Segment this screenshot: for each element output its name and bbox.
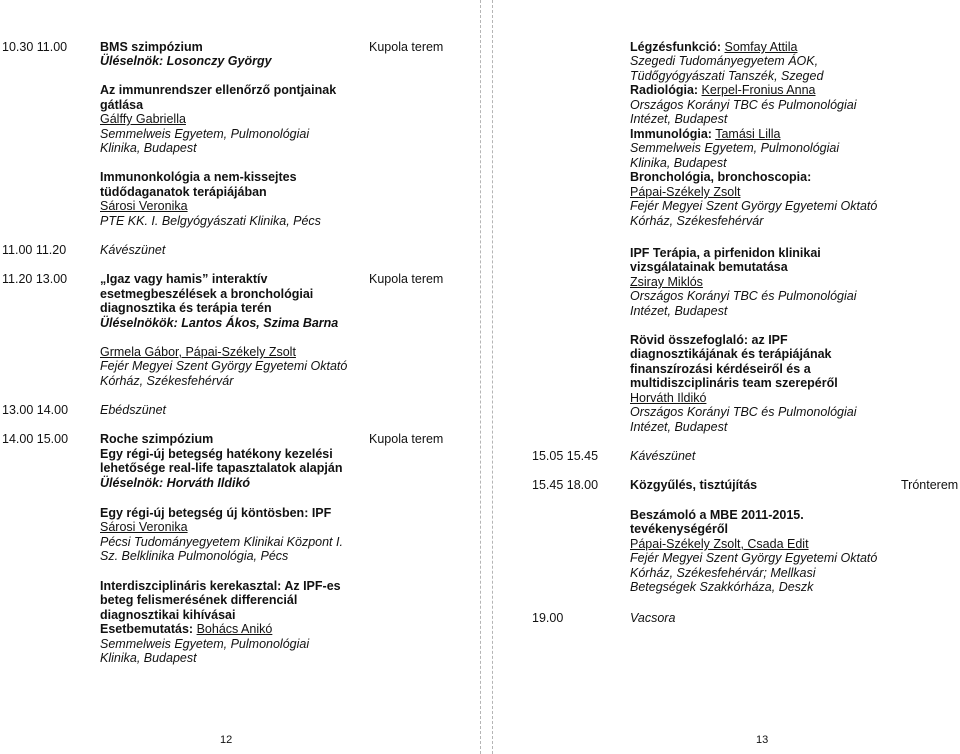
session-title: Közgyűlés, tisztújítás [630,478,758,492]
case-line [100,622,272,637]
talk-title: Beszámoló a MBE 2011-2015. [630,508,804,522]
panel-line [630,40,797,55]
panel-label: Bronchológia, bronchoscopia: [630,170,812,184]
break-title: Kávészünet [630,449,696,463]
talk-title: multidiszciplináris team szerepéről [630,376,838,390]
break-title: Vacsora [630,611,676,625]
panel-line [630,127,781,142]
affiliation: Intézet, Budapest [630,112,728,126]
page-number: 13 [756,734,769,746]
session-time: 10.30 11.00 [2,40,68,54]
panel-label: Légzésfunkció: [630,40,721,54]
affiliation: Tüdőgyógyászati Tanszék, Szeged [630,69,824,83]
speaker-link[interactable]: Zsiray Miklós [630,275,703,289]
talk-title: Egy régi-új betegség új köntösben: IPF [100,506,332,520]
speaker-link[interactable]: Gálffy Gabriella [100,112,186,126]
session-chair: Üléselnökök: Lantos Ákos, Szima Barna [100,316,339,330]
talk-title: beteg felismerésének differenciál [100,593,298,607]
talk-title: diagnosztikai kihívásai [100,608,236,622]
session-room: Kupola terem [369,40,444,54]
session-time: 11.00 11.20 [2,243,67,257]
session-room: Kupola terem [369,432,444,446]
affiliation: Kórház, Székesfehérvár [630,214,764,228]
session-title: „Igaz vagy hamis” interaktív [100,272,268,286]
break-title: Kávészünet [100,243,166,257]
session-time: 14.00 15.00 [2,432,69,446]
speaker-link[interactable]: Horváth Ildikó [630,391,707,405]
session-chair: Üléselnök: Horváth Ildikó [100,476,251,490]
session-title: Roche szimpózium [100,432,214,446]
speaker-link[interactable]: Grmela Gábor, Pápai-Székely Zsolt [100,345,296,359]
talk-title: tevékenységéről [630,522,728,536]
affiliation: Fejér Megyei Szent György Egyetemi Oktató [630,551,878,565]
page-number: 12 [220,734,233,746]
talk-title: vizsgálatainak bemutatása [630,260,788,274]
talk-title: diagnosztikájának és terápiájának [630,347,832,361]
talk-title: IPF Terápia, a pirfenidon klinikai [630,246,821,260]
session-room: Kupola terem [369,272,444,286]
affiliation: PTE KK. I. Belgyógyászati Klinika, Pécs [100,214,321,228]
fold-guide-left [480,0,481,754]
affiliation: Országos Korányi TBC és Pulmonológiai [630,98,857,112]
session-time: 15.05 15.45 [532,449,599,463]
session-time: 13.00 14.00 [2,403,69,417]
session-title: esetmegbeszélések a bronchológiai [100,287,314,301]
affiliation: Intézet, Budapest [630,304,728,318]
session-time: 11.20 13.00 [2,272,68,286]
affiliation: Fejér Megyei Szent György Egyetemi Oktató [100,359,348,373]
affiliation: Semmelweis Egyetem, Pulmonológiai [100,127,310,141]
affiliation: Intézet, Budapest [630,420,728,434]
talk-title: finanszírozási kérdéseiről és a [630,362,811,376]
break-title: Ebédszünet [100,403,167,417]
speaker-link[interactable]: Tamási Lilla [715,127,781,141]
session-time: 19.00 [532,611,564,625]
talk-title: Immunonkológia a nem-kissejtes [100,170,297,184]
affiliation: Betegségek Szakkórháza, Deszk [630,580,814,594]
speaker-link[interactable]: Bohács Anikó [196,622,273,636]
panel-line [630,83,816,98]
session-title: diagnosztika és terápia terén [100,301,272,315]
speaker-link[interactable]: Somfay Attila [724,40,798,54]
affiliation: Kórház, Székesfehérvár [100,374,234,388]
affiliation: Szegedi Tudományegyetem ÁOK, [630,54,819,68]
session-title: lehetősége real-life tapasztalatok alapján [100,461,343,475]
session-title: BMS szimpózium [100,40,203,54]
affiliation: Fejér Megyei Szent György Egyetemi Oktató [630,199,878,213]
fold-guide-right [492,0,493,754]
talk-title: Rövid összefoglaló: az IPF [630,333,788,347]
speaker-link[interactable]: Pápai-Székely Zsolt, Csada Edit [630,537,809,551]
panel-label: Immunológia: [630,127,712,141]
speaker-link[interactable]: Kerpel-Fronius Anna [701,83,816,97]
speaker-link[interactable]: Pápai-Székely Zsolt [630,185,741,199]
speaker-link[interactable]: Sárosi Veronika [100,199,188,213]
affiliation: Klinika, Budapest [630,156,727,170]
affiliation: Semmelweis Egyetem, Pulmonológiai [100,637,310,651]
talk-title: Az immunrendszer ellenőrző pontjainak [100,83,337,97]
affiliation: Semmelweis Egyetem, Pulmonológiai [630,141,840,155]
affiliation: Kórház, Székesfehérvár; Mellkasi [630,566,816,580]
panel-label: Radiológia: [630,83,699,97]
case-label: Esetbemutatás: [100,622,194,636]
affiliation: Országos Korányi TBC és Pulmonológiai [630,289,857,303]
affiliation: Sz. Belklinika Pulmonológia, Pécs [100,549,289,563]
affiliation: Országos Korányi TBC és Pulmonológiai [630,405,857,419]
session-chair: Üléselnök: Losonczy György [100,54,272,68]
talk-title: tüdődaganatok terápiájában [100,185,267,199]
affiliation: Klinika, Budapest [100,651,197,665]
affiliation: Klinika, Budapest [100,141,197,155]
session-room: Trónterem [901,478,959,492]
talk-title: gátlása [100,98,144,112]
affiliation: Pécsi Tudományegyetem Klinikai Központ I. [100,535,343,549]
talk-title: Interdiszciplináris kerekasztal: Az IPF-es [100,579,341,593]
speaker-link[interactable]: Sárosi Veronika [100,520,188,534]
session-title: Egy régi-új betegség hatékony kezelési [100,447,333,461]
session-time: 15.45 18.00 [532,478,599,492]
